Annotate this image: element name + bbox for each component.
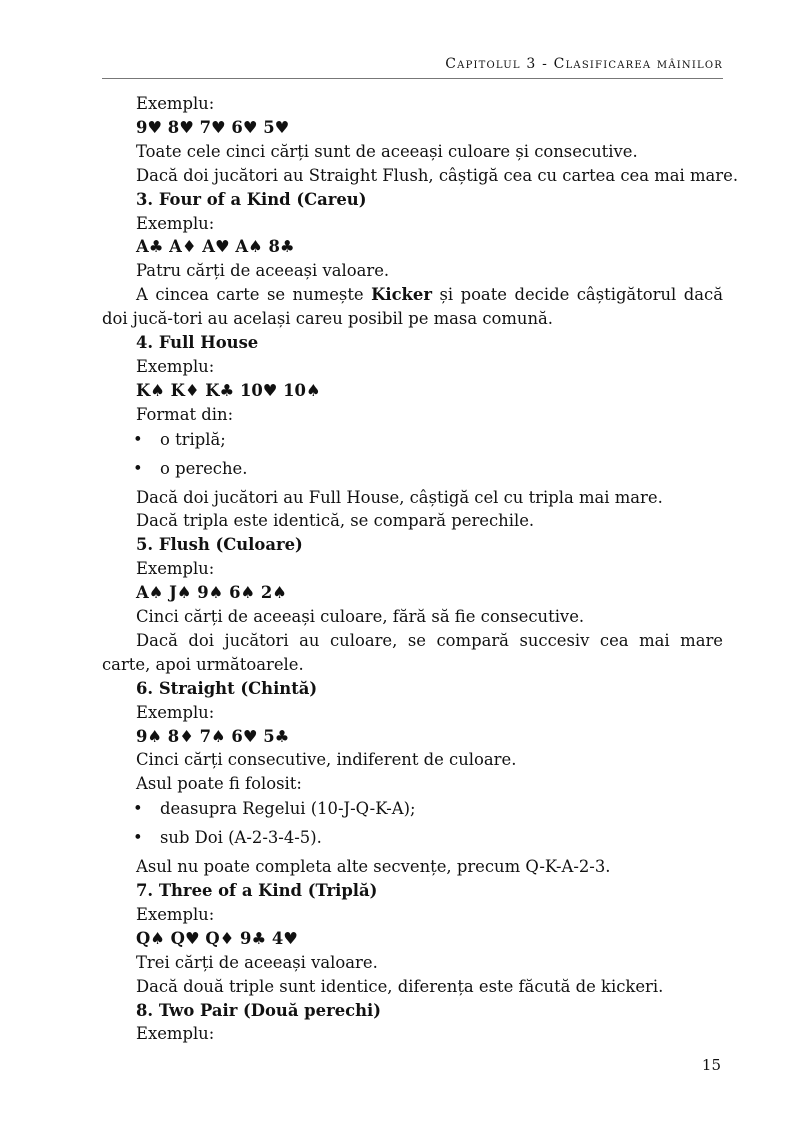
bullet-icon: • [133,828,143,848]
card-example: A♣ A♦ A♥ A♠ 8♣ [136,237,295,257]
list-item-text: o triplă; [160,429,226,449]
section-heading-two-pair: 8. Two Pair (Două perechi) [136,1000,382,1020]
bullet-icon: • [133,429,143,449]
page-body [102,92,739,1046]
card-example: K♠ K♦ K♣ 10♥ 10♠ [136,380,321,400]
text-line: Exemplu: [136,904,215,924]
text-line: Trei cărți de aceeași valoare. [136,952,378,972]
section-heading-straight: 6. Straight (Chintă) [136,678,318,698]
bullet-icon: • [133,799,143,819]
list-item-text: deasupra Regelui (10-J-Q-K-A); [160,799,416,819]
card-example: Q♠ Q♥ Q♦ 9♣ 4♥ [136,928,298,948]
text-line: Asul nu poate completa alte secvențe, precum Q-K-A-2-3. [136,857,611,877]
section-heading-full-house: 4. Full House [136,333,259,353]
text-line: Toate cele cinci cărți sunt de aceeași culoare și consecutive. [136,141,638,161]
text-line: Dacă două triple sunt identice, diferența este făcută de kickeri. [136,976,664,996]
list-item [102,428,723,452]
text-line: Dacă tripla este identică, se compară perechile. [136,511,535,531]
header-rule [102,78,723,79]
list-item [102,826,723,850]
bullet-icon: • [133,458,143,478]
text-line: Exemplu: [136,702,215,722]
text-line: Exemplu: [136,94,215,113]
card-example: 9♠ 8♦ 7♠ 6♥ 5♣ [136,726,290,746]
kicker-term: Kicker [371,285,432,305]
card-example: A♠ J♠ 9♠ 6♠ 2♠ [136,583,287,603]
page-number: 15 [701,1056,721,1074]
list-item-text: sub Doi (A-2-3-4-5). [160,828,322,848]
kicker-paragraph [102,283,723,331]
text-line: Patru cărți de aceeași valoare. [136,261,390,281]
text-line: Exemplu: [136,356,215,376]
text-line: Asul poate fi folosit: [136,774,302,794]
text-run: A cincea carte se numește [136,285,372,305]
bullet-list [102,428,723,481]
flush-tiebreak-paragraph: Dacă doi jucători au culoare, se compară succesiv cea mai mare carte, apoi următoarele. [102,630,723,674]
section-heading-four-of-a-kind: 3. Four of a Kind (Careu) [136,189,367,209]
text-line: Cinci cărți consecutive, indiferent de culoare. [136,750,517,770]
text-run: și poate decide câștigătorul dacă doi jucă-tori au același careu posibil pe masa comună. [102,285,723,329]
text-line: Cinci cărți de aceeași culoare, fără să fie consecutive. [136,607,585,627]
text-line: Exemplu: [136,213,215,233]
text-line: Dacă doi jucători au Straight Flush, câștigă cea cu cartea cea mai mare. [136,165,739,185]
running-header: Capitolul 3 - Clasificarea mâinilor [445,56,723,72]
card-example: 9♥ 8♥ 7♥ 6♥ 5♥ [136,117,290,137]
section-heading-three-of-a-kind: 7. Three of a Kind (Triplă) [136,881,378,900]
list-item [102,797,723,821]
list-item-text: o pereche. [160,458,248,478]
text-line: Dacă doi jucători au Full House, câștigă cel cu tripla mai mare. [136,487,663,507]
list-item [102,457,723,481]
text-line: Exemplu: [136,1024,215,1044]
text-line: Exemplu: [136,559,215,579]
bullet-list [102,797,723,850]
section-heading-flush: 5. Flush (Culoare) [136,535,303,555]
text-line: Format din: [136,404,234,424]
